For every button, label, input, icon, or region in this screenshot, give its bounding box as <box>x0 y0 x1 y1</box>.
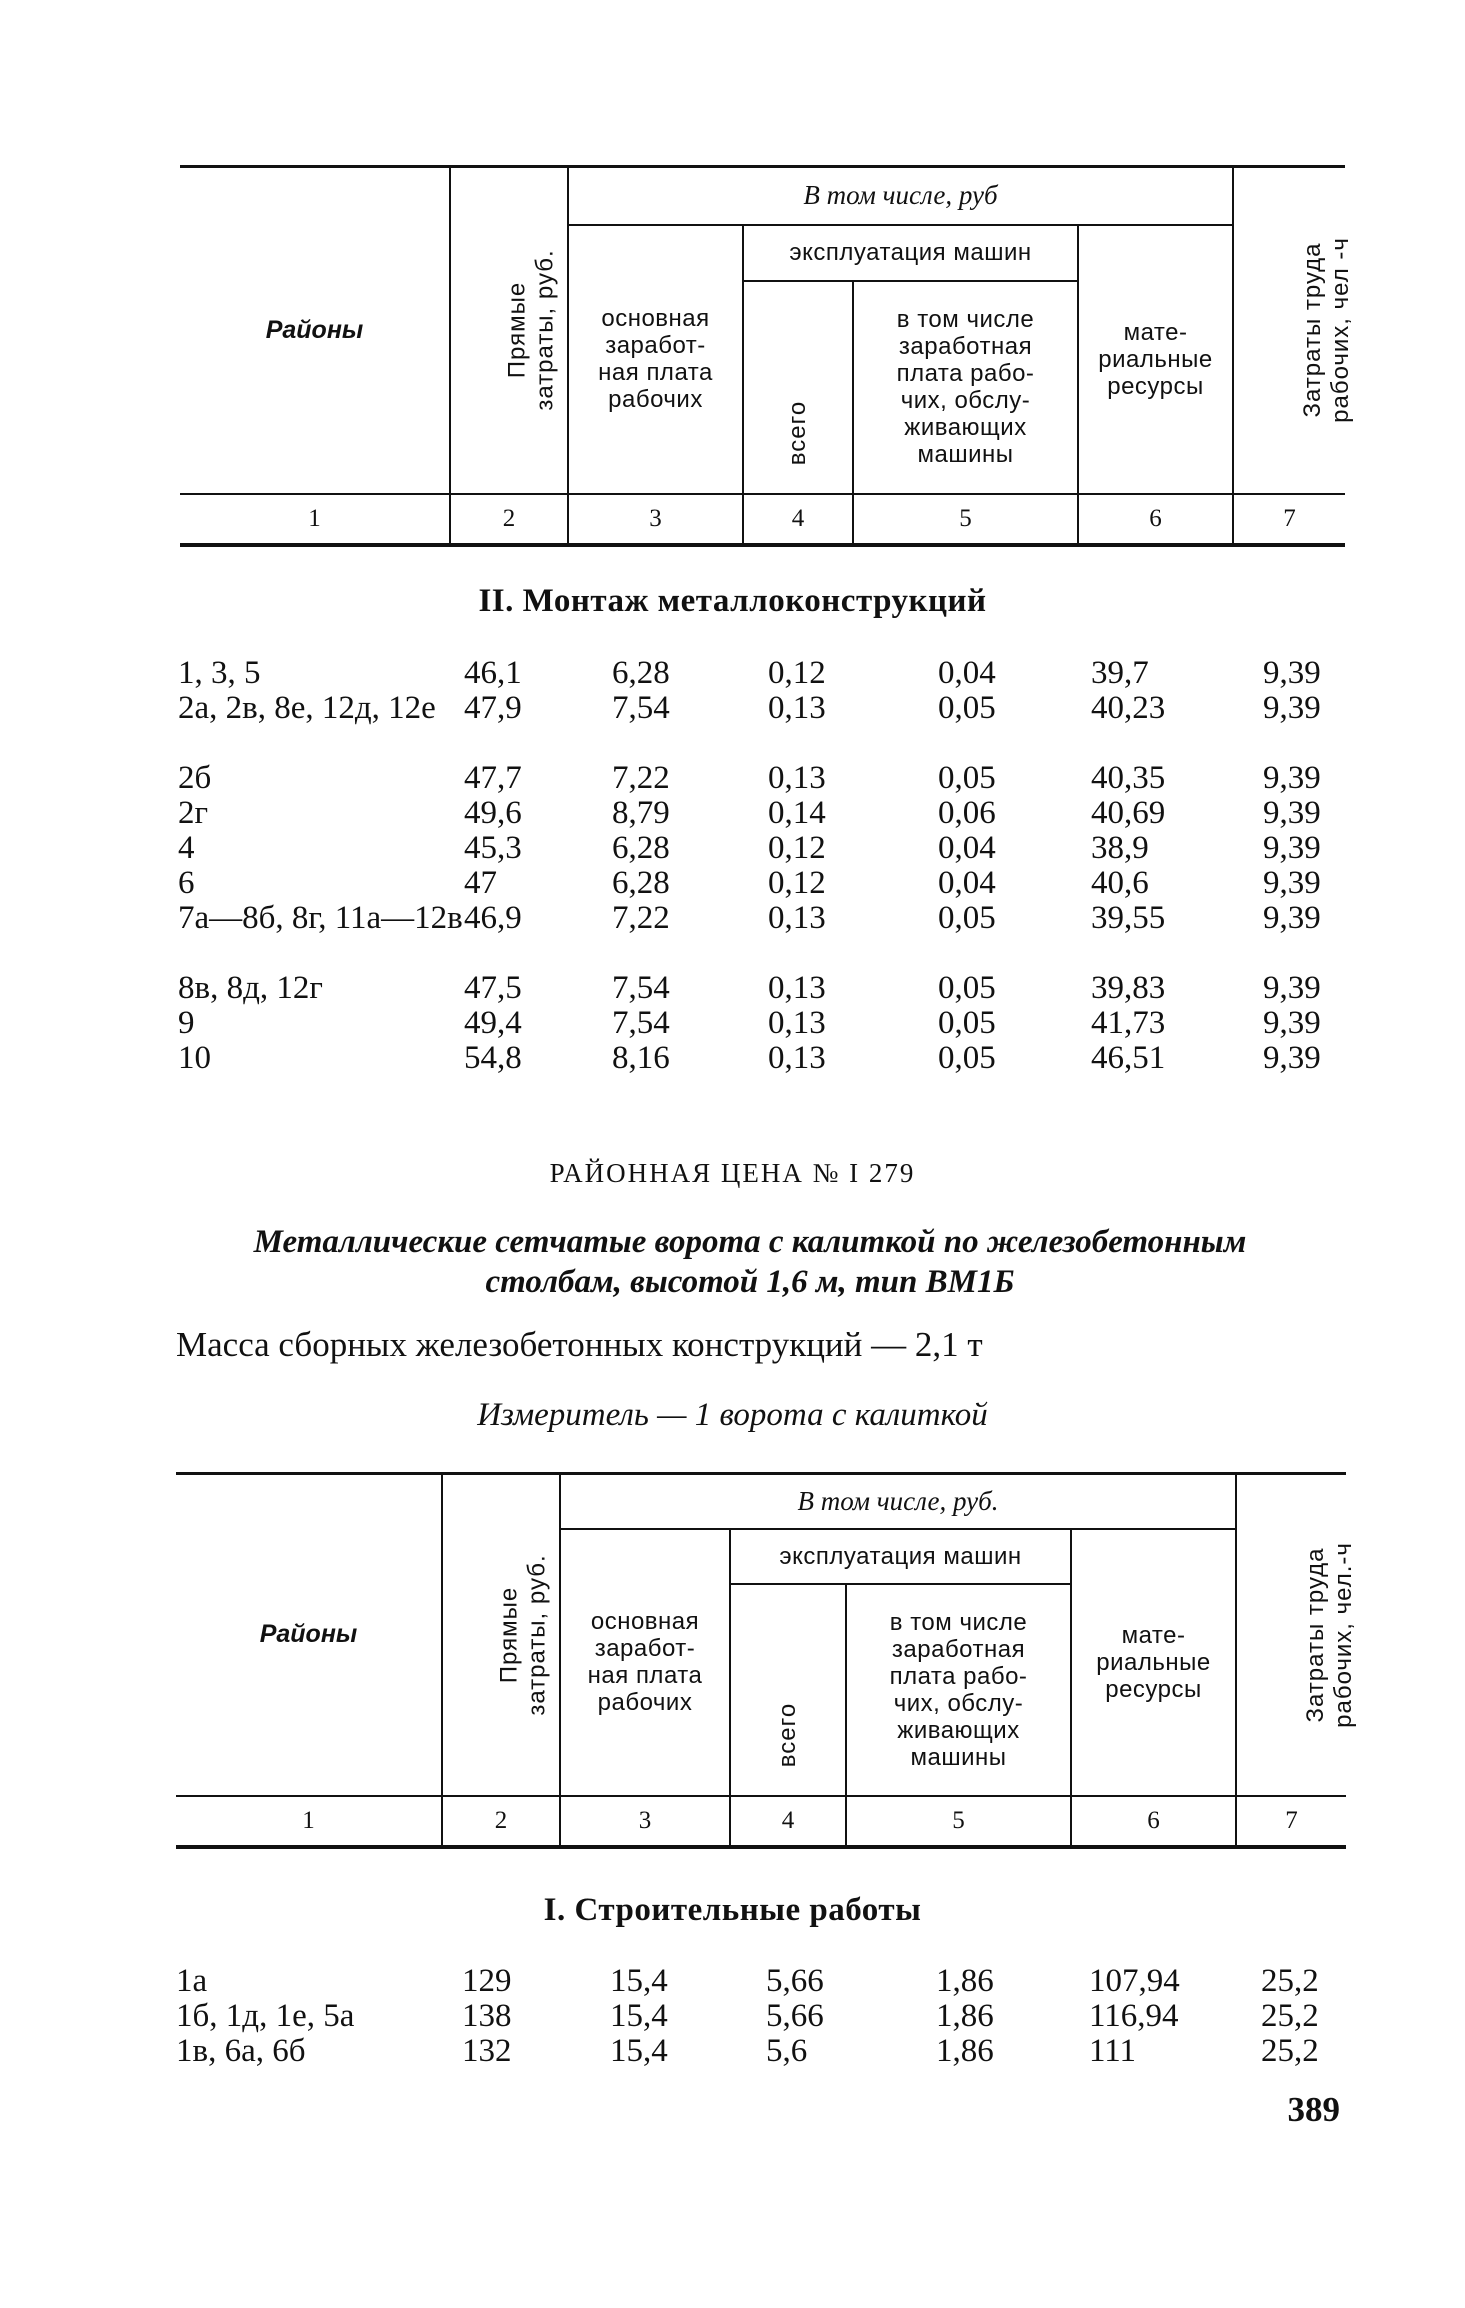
col-num-7: 7 <box>1236 1796 1346 1847</box>
header-machine-wages: в том числе заработная плата рабо- чих, обслу- живающих машины <box>846 1584 1071 1796</box>
col-num-6: 6 <box>1071 1796 1236 1847</box>
value-cell: 9,39 <box>1263 795 1321 831</box>
value-cell: 0,12 <box>768 865 826 901</box>
value-cell: 8,16 <box>612 1040 670 1076</box>
table-row <box>178 656 1348 691</box>
value-cell: 9,39 <box>1263 1005 1321 1041</box>
col-num-3: 3 <box>568 494 743 545</box>
region-cell: 1, 3, 5 <box>178 655 261 691</box>
value-cell: 46,1 <box>464 655 522 691</box>
value-cell: 9,39 <box>1263 1040 1321 1076</box>
value-cell: 129 <box>462 1963 512 1999</box>
value-cell: 8,79 <box>612 795 670 831</box>
value-cell: 47 <box>464 865 497 901</box>
value-cell: 47,9 <box>464 690 522 726</box>
header-direct-costs: Прямые затраты, руб. <box>450 167 568 494</box>
value-cell: 41,73 <box>1091 1005 1166 1041</box>
header-materials: мате- риальные ресурсы <box>1078 225 1233 494</box>
value-cell: 1,86 <box>936 1998 994 2034</box>
value-cell: 25,2 <box>1261 2033 1319 2069</box>
value-cell: 15,4 <box>610 1998 668 2034</box>
value-cell: 9,39 <box>1263 900 1321 936</box>
region-cell: 1в, 6а, 6б <box>176 2033 306 2069</box>
value-cell: 15,4 <box>610 2033 668 2069</box>
value-cell: 6,28 <box>612 655 670 691</box>
value-cell: 49,6 <box>464 795 522 831</box>
header-machine-operation: эксплуатация машин <box>743 225 1078 281</box>
value-cell: 0,13 <box>768 760 826 796</box>
header-total: всего <box>743 281 853 494</box>
value-cell: 47,7 <box>464 760 522 796</box>
col-num-2: 2 <box>442 1796 560 1847</box>
value-cell: 5,6 <box>766 2033 808 2069</box>
value-cell: 111 <box>1089 2033 1137 2069</box>
value-cell: 116,94 <box>1089 1998 1179 2034</box>
value-cell: 39,83 <box>1091 970 1166 1006</box>
value-cell: 1,86 <box>936 1963 994 1999</box>
header-in-that-number: В том числе, руб. <box>560 1474 1236 1529</box>
header-regions: Районы <box>176 1474 442 1796</box>
table-row <box>178 971 1348 1006</box>
value-cell: 0,04 <box>938 655 996 691</box>
header-direct-costs: Прямые затраты, руб. <box>442 1474 560 1796</box>
col-num-5: 5 <box>853 494 1078 545</box>
region-cell: 10 <box>178 1040 211 1076</box>
value-cell: 9,39 <box>1263 970 1321 1006</box>
value-cell: 45,3 <box>464 830 522 866</box>
value-cell: 132 <box>462 2033 512 2069</box>
col-num-1: 1 <box>180 494 450 545</box>
value-cell: 40,6 <box>1091 865 1149 901</box>
value-cell: 25,2 <box>1261 1963 1319 1999</box>
value-cell: 38,9 <box>1091 830 1149 866</box>
value-cell: 0,05 <box>938 1040 996 1076</box>
col-num-4: 4 <box>730 1796 846 1847</box>
value-cell: 39,7 <box>1091 655 1149 691</box>
value-cell: 25,2 <box>1261 1998 1319 2034</box>
value-cell: 0,12 <box>768 655 826 691</box>
col-num-2: 2 <box>450 494 568 545</box>
col-num-6: 6 <box>1078 494 1233 545</box>
measure-line: Измеритель — 1 ворота с калиткой <box>477 1397 988 1433</box>
value-cell: 5,66 <box>766 1963 824 1999</box>
header-total: всего <box>730 1584 846 1796</box>
value-cell: 9,39 <box>1263 865 1321 901</box>
table-row <box>176 1964 1346 1999</box>
value-cell: 40,35 <box>1091 760 1166 796</box>
table-row <box>178 866 1348 901</box>
value-cell: 0,04 <box>938 830 996 866</box>
page-number: 389 <box>1287 2090 1340 2129</box>
region-cell: 9 <box>178 1005 195 1041</box>
value-cell: 9,39 <box>1263 655 1321 691</box>
header-labor: Затраты труда рабочих, чел.-ч <box>1236 1474 1346 1796</box>
table-row <box>178 1041 1348 1076</box>
table-row <box>176 2034 1346 2069</box>
table-row <box>178 901 1348 971</box>
value-cell: 0,13 <box>768 900 826 936</box>
col-num-4: 4 <box>743 494 853 545</box>
value-cell: 0,13 <box>768 1040 826 1076</box>
header-labor: Затраты труда рабочих, чел -ч <box>1233 167 1345 494</box>
section-title-1: I. Строительные работы <box>543 1892 922 1928</box>
header-materials: мате- риальные ресурсы <box>1071 1529 1236 1796</box>
col-num-3: 3 <box>560 1796 730 1847</box>
value-cell: 40,23 <box>1091 690 1166 726</box>
value-cell: 1,86 <box>936 2033 994 2069</box>
mass-line: Масса сборных железобетонных конструкций — 2,1 т <box>176 1325 983 1364</box>
col-num-7: 7 <box>1233 494 1345 545</box>
value-cell: 0,14 <box>768 795 826 831</box>
value-cell: 5,66 <box>766 1998 824 2034</box>
header-regions: Районы <box>180 167 450 494</box>
header-base-wages: основная заработ- ная плата рабочих <box>568 225 743 494</box>
table-row <box>178 1006 1348 1041</box>
value-cell: 7,22 <box>612 900 670 936</box>
table-row <box>178 831 1348 866</box>
value-cell: 0,05 <box>938 760 996 796</box>
header-machine-operation: эксплуатация машин <box>730 1529 1071 1584</box>
value-cell: 7,54 <box>612 970 670 1006</box>
price-label: РАЙОННАЯ ЦЕНА № I 279 <box>549 1158 916 1188</box>
value-cell: 9,39 <box>1263 830 1321 866</box>
region-cell: 4 <box>178 830 195 866</box>
value-cell: 49,4 <box>464 1005 522 1041</box>
value-cell: 7,22 <box>612 760 670 796</box>
value-cell: 107,94 <box>1089 1963 1180 1999</box>
value-cell: 6,28 <box>612 830 670 866</box>
value-cell: 0,13 <box>768 1005 826 1041</box>
value-cell: 0,12 <box>768 830 826 866</box>
value-cell: 40,69 <box>1091 795 1166 831</box>
header-in-that-number: В том числе, руб <box>568 167 1233 225</box>
value-cell: 6,28 <box>612 865 670 901</box>
value-cell: 0,05 <box>938 900 996 936</box>
value-cell: 0,05 <box>938 690 996 726</box>
table-header-top <box>180 165 1354 547</box>
value-cell: 0,05 <box>938 970 996 1006</box>
value-cell: 9,39 <box>1263 690 1321 726</box>
region-cell: 1б, 1д, 1е, 5а <box>176 1998 355 2034</box>
value-cell: 0,04 <box>938 865 996 901</box>
region-cell: 6 <box>178 865 195 901</box>
value-cell: 39,55 <box>1091 900 1166 936</box>
section-1-rows <box>176 1964 1346 2069</box>
section-title-2: II. Монтаж металлоконструкций <box>478 583 987 619</box>
value-cell: 46,9 <box>464 900 522 936</box>
table-row <box>178 691 1348 761</box>
header-base-wages: основная заработ- ная плата рабочих <box>560 1529 730 1796</box>
value-cell: 47,5 <box>464 970 522 1006</box>
region-cell: 7а—8б, 8г, 11а—12в <box>178 900 463 936</box>
value-cell: 0,13 <box>768 970 826 1006</box>
region-cell: 2г <box>178 795 209 831</box>
table-row <box>176 1999 1346 2034</box>
table-row <box>178 796 1348 831</box>
table-row <box>178 761 1348 796</box>
table-header-bottom <box>176 1472 1357 1849</box>
value-cell: 9,39 <box>1263 760 1321 796</box>
value-cell: 7,54 <box>612 690 670 726</box>
region-cell: 2б <box>178 760 212 796</box>
col-num-1: 1 <box>176 1796 442 1847</box>
item-title: Металлические сетчатые ворота с калиткой по железобетонным столбам, высотой 1,6 м, тип ВМ1Б <box>253 1224 1247 1300</box>
value-cell: 0,13 <box>768 690 826 726</box>
region-cell: 2а, 2в, 8е, 12д, 12е <box>178 690 436 726</box>
value-cell: 0,05 <box>938 1005 996 1041</box>
value-cell: 54,8 <box>464 1040 522 1076</box>
value-cell: 138 <box>462 1998 512 2034</box>
value-cell: 7,54 <box>612 1005 670 1041</box>
value-cell: 46,51 <box>1091 1040 1166 1076</box>
header-machine-wages: в том числе заработная плата рабо- чих, обслу- живающих машины <box>853 281 1078 494</box>
value-cell: 15,4 <box>610 1963 668 1999</box>
region-cell: 8в, 8д, 12г <box>178 970 323 1006</box>
value-cell: 0,06 <box>938 795 996 831</box>
section-2-rows <box>178 656 1348 1076</box>
region-cell: 1а <box>176 1963 208 1999</box>
col-num-5: 5 <box>846 1796 1071 1847</box>
